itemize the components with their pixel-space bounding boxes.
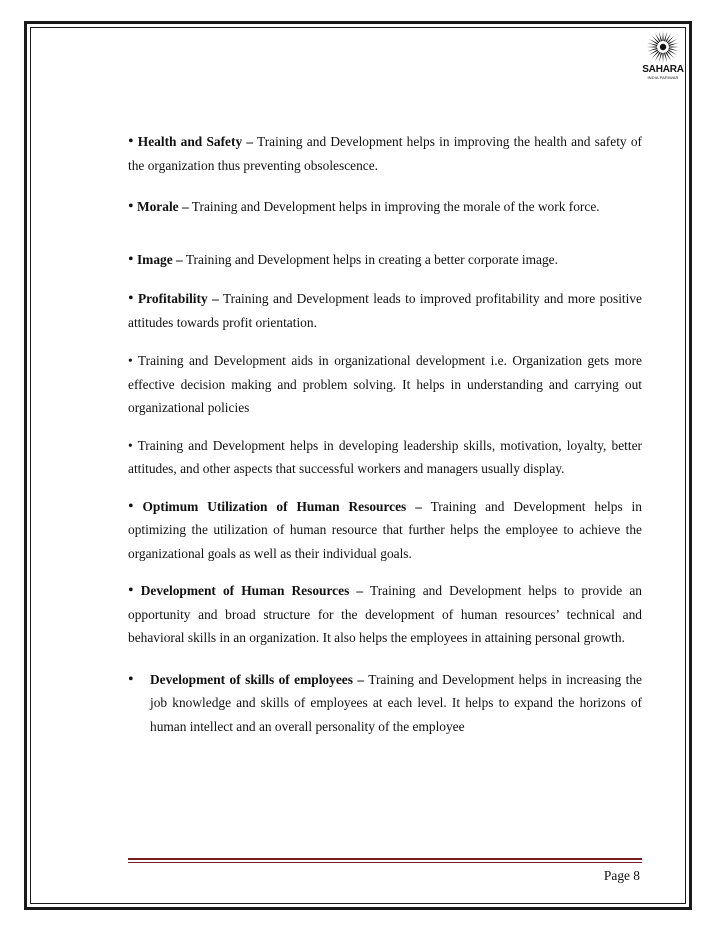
para-title: Development of Human Resources bbox=[140, 583, 350, 598]
sunburst-ray bbox=[652, 51, 660, 59]
sunburst-ray bbox=[647, 46, 657, 47]
logo-brand: SAHARA bbox=[642, 64, 684, 75]
sunburst-ray bbox=[652, 36, 660, 44]
para-title: Health and Safety bbox=[137, 134, 243, 149]
paragraph-organizational-development: • Training and Development aids in organizational development i.e. Organization gets more effective decision making and problem solving. It helps in understanding and carrying out organizational policies bbox=[128, 353, 643, 415]
sunburst-ray bbox=[667, 36, 675, 44]
para-text: Training and Development helps in creating a better corporate image. bbox=[185, 251, 558, 267]
para-text: Training and Development helps in optimizing the utilization of human resource that further helps the employee to achieve the organizational goals as well as their individual goals. bbox=[128, 498, 642, 561]
para-title: Profitability bbox=[138, 291, 208, 306]
document-body bbox=[128, 130, 642, 738]
sunburst-ray bbox=[667, 51, 675, 59]
sunburst-icon bbox=[646, 30, 680, 64]
list-bullet: • bbox=[128, 670, 134, 688]
para-text: Training and Development aids in organizational development i.e. Organization gets more effective decision making and problem solving. It helps in understanding and carrying out organizational policies bbox=[128, 353, 643, 415]
page-number: Page 8 bbox=[603, 868, 640, 883]
paragraph-development-skills: • Development of skills of employees – Training and Development helps in increasing the job knowledge and skills of employees at each level. It helps to expand the horizons of human intellect and an overall personality of the employee bbox=[128, 668, 642, 739]
para-text: Training and Development helps in developing leadership skills, motivation, loyalty, better attitudes, and other aspects that successful workers and managers usually display. bbox=[128, 437, 642, 476]
paragraph-development-hr: • Development of Human Resources – Training and Development helps to provide an opportunity and broad structure for the development of human resources’ technical and behavioral skills in an organization. It also helps the employees in attaining personal growth. bbox=[128, 582, 642, 645]
para-text: Training and Development helps in improving the morale of the work force. bbox=[191, 199, 600, 214]
para-text: Training and Development helps in improving the health and safety of the organization thus preventing obsolescence. bbox=[128, 134, 642, 173]
para-title: Image bbox=[136, 251, 173, 267]
paragraph-optimum-utilization: • Optimum Utilization of Human Resources – Training and Development helps in optimizing the utilization of human resource that further helps the employee to achieve the organizational goals as well as their individual goals. bbox=[128, 497, 642, 561]
sunburst-ray bbox=[669, 46, 679, 47]
paragraph-health-safety: • Health and Safety – Training and Development helps in improving the health and safety of the organization thus preventing obsolescence. bbox=[128, 133, 642, 173]
paragraph-image: • Image – Training and Development helps in creating a better corporate image. bbox=[128, 250, 558, 268]
logo-tagline: INDIA PARIWAR bbox=[647, 75, 679, 80]
para-text: Training and Development helps in increasing the job knowledge and skills of employees at each level. It helps to expand the horizons of human intellect and an overall personality of the employee bbox=[150, 671, 642, 734]
sunburst-ray bbox=[662, 31, 663, 41]
paragraph-profitability: • Profitability – Training and Development leads to improved profitability and more positive attitudes towards profit orientation. bbox=[128, 290, 642, 330]
sunburst-ray bbox=[662, 53, 663, 63]
para-title: Development of skills of employees bbox=[150, 671, 353, 687]
paragraph-leadership: • Training and Development helps in developing leadership skills, motivation, loyalty, better attitudes, and other aspects that successful workers and managers usually display. bbox=[128, 437, 642, 476]
para-title: Optimum Utilization of Human Resources bbox=[142, 498, 407, 514]
para-text: Training and Development leads to improved profitability and more positive attitudes towards profit orientation. bbox=[128, 291, 642, 330]
paragraph-morale: • Morale – Training and Development helps in improving the morale of the work force. bbox=[128, 198, 600, 215]
footer-rule bbox=[128, 858, 642, 860]
para-title: Morale bbox=[136, 199, 179, 214]
company-logo bbox=[641, 30, 685, 90]
para-text: Training and Development helps to provide an opportunity and broad structure for the development of human resources’ technical and behavioral skills in an organization. It also helps the employees in attaining personal growth. bbox=[128, 583, 642, 645]
